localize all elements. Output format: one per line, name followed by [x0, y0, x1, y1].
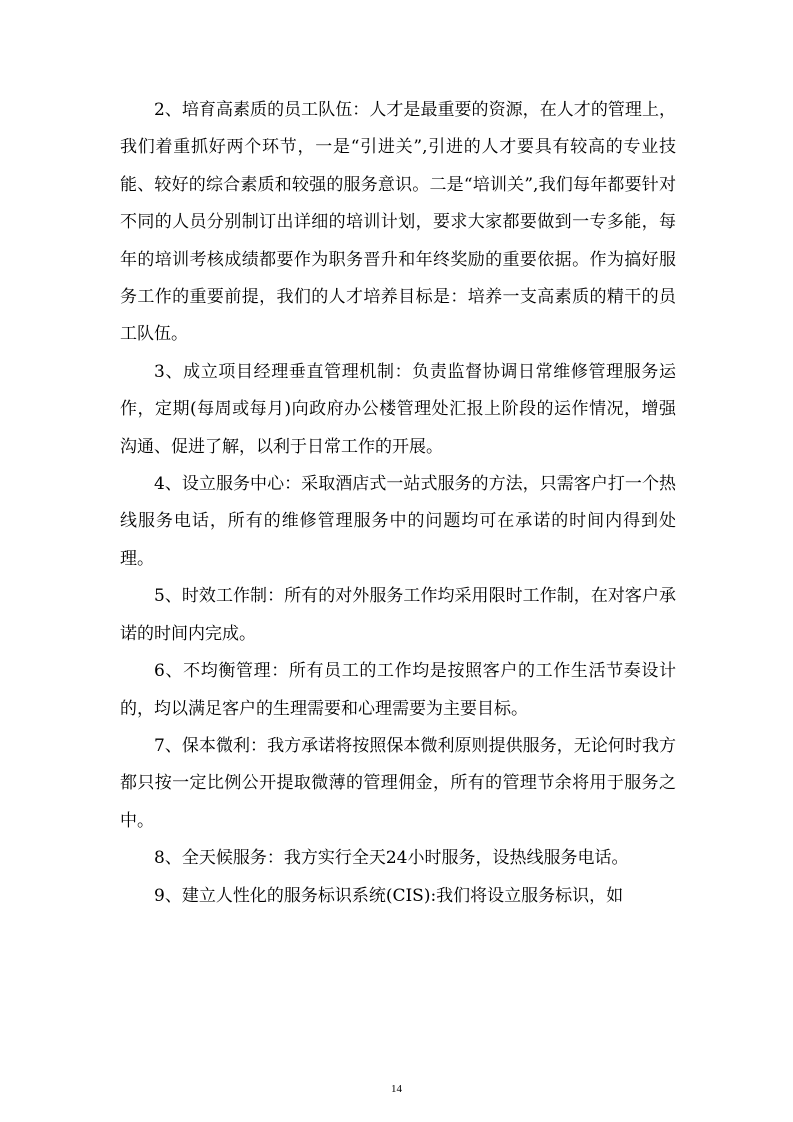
paragraph-all-day-service: 8、全天候服务：我方实行全天24小时服务，设热线服务电话。 [154, 848, 629, 869]
paragraph-service-identity: 9、建立人性化的服务标识系统(CIS):我们将设立服务标识，如 [154, 885, 624, 906]
paragraph-service-center: 4、设立服务中心：采取酒店式一站式服务的方法，只需客户打一个热线服务电话，所有的维修管理服务中的问题均可在承诺的时间内得到处理。 [120, 474, 676, 569]
paragraph-time-limit: 5、时效工作制：所有的对外服务工作均采用限时工作制，在对客户承诺的时间内完成。 [120, 586, 676, 644]
paragraph-talent-team: 2、培育高素质的员工队伍：人才是最重要的资源，在人才的管理上，我们着重抓好两个环节，一是“引进关”,引进的人才要具有较高的专业技能、较好的综合素质和较强的服务意识。二是“培训关”,我们每年都要针对不同的人员分别制订出详细的培训计划，要求大家都要做到一专多能，每年的培训考核成绩都要作为职务晋升和年终奖励的重要依据。作为搞好服务工作的重要前提，我们的人才培养目标是：培养一支高素质的精干的员工队伍。 [120, 100, 676, 345]
paragraph-low-profit: 7、保本微利：我方承诺将按照保本微利原则提供服务，无论何时我方都只按一定比例公开提取微薄的管理佣金，所有的管理节余将用于服务之中。 [120, 735, 676, 831]
document-body [120, 92, 676, 915]
paragraph-project-manager: 3、成立项目经理垂直管理机制：负责监督协调日常维修管理服务运作，定期(每周或每月)向政府办公楼管理处汇报上阶段的运作情况，增强沟通、促进了解，以利于日常工作的开展。 [120, 361, 676, 457]
paragraph-unbalanced-management: 6、不均衡管理：所有员工的工作均是按照客户的工作生活节奏设计的，均以满足客户的生理需要和心理需要为主要目标。 [120, 661, 676, 719]
page-number: 14 [391, 1083, 402, 1095]
